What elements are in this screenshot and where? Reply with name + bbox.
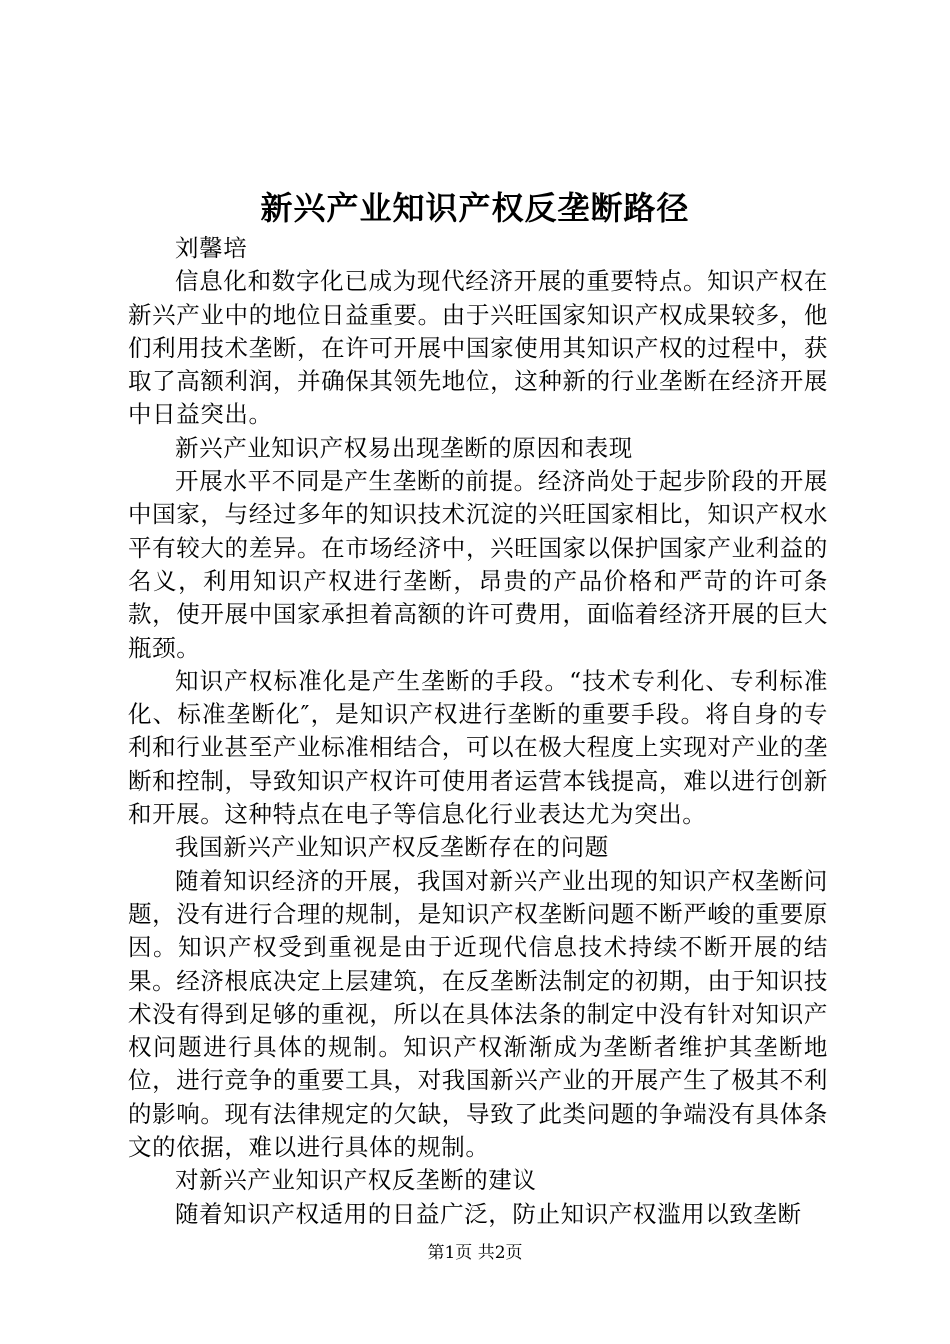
section-heading-causes: 新兴产业知识产权易出现垄断的原因和表现 [175,433,633,462]
document-title: 新兴产业知识产权反垄断路径 [260,189,690,227]
author-line: 刘馨培 [175,234,248,262]
section-heading-problems: 我国新兴产业知识产权反垄断存在的问题 [175,833,609,862]
paragraph-suggestions: 随着知识产权适用的日益广泛，防止知识产权滥用以致垄断 [175,1199,802,1228]
paragraph-development-gap: 开展水平不同是产生垄断的前提。经济尚处于起步阶段的开展中国家，与经过多年的知识技术沉淀的兴旺国家相比，知识产权水平有较大的差异。在市场经济中，兴旺国家以保护国家产业利益的名义，利用知识产权进行垄断，昂贵的产品价格和严苛的许可条款，使开展中国家承担着高额的许可费用，面临着经济开展的巨大瓶颈。 [128,467,828,662]
paragraph-intro: 信息化和数字化已成为现代经济开展的重要特点。知识产权在新兴产业中的地位日益重要。由于兴旺国家知识产权成果较多，他们利用技术垄断，在许可开展中国家使用其知识产权的过程中，获取了高额利润，并确保其领先地位，这种新的行业垄断在经济开展中日益突出。 [128,267,828,429]
document-body [128,232,828,1231]
paragraph-problems: 随着知识经济的开展，我国对新兴产业出现的知识产权垄断问题，没有进行合理的规制，是知识产权垄断问题不断严峻的重要原因。知识产权受到重视是由于近现代信息技术持续不断开展的结果。经济根底决定上层建筑，在反垄断法制定的初期，由于知识技术没有得到足够的重视，所以在具体法条的制定中没有针对知识产权问题进行具体的规制。知识产权渐渐成为垄断者维护其垄断地位，进行竞争的重要工具，对我国新兴产业的开展产生了极其不利的影响。现有法律规定的欠缺，导致了此类问题的争端没有具体条文的依据，难以进行具体的规制。 [128,866,828,1162]
paragraph-standardization: 知识产权标准化是产生垄断的手段。“技术专利化、专利标准化、标准垄断化″，是知识产权进行垄断的重要手段。将自身的专利和行业甚至产业标准相结合，可以在极大程度上实现对产业的垄断和控制，导致知识产权许可使用者运营本钱提高，难以进行创新和开展。这种特点在电子等信息化行业表达尤为突出。 [128,666,828,829]
page-footer: 第1页 共2页 [427,1243,523,1263]
section-heading-suggestions: 对新兴产业知识产权反垄断的建议 [175,1166,537,1195]
